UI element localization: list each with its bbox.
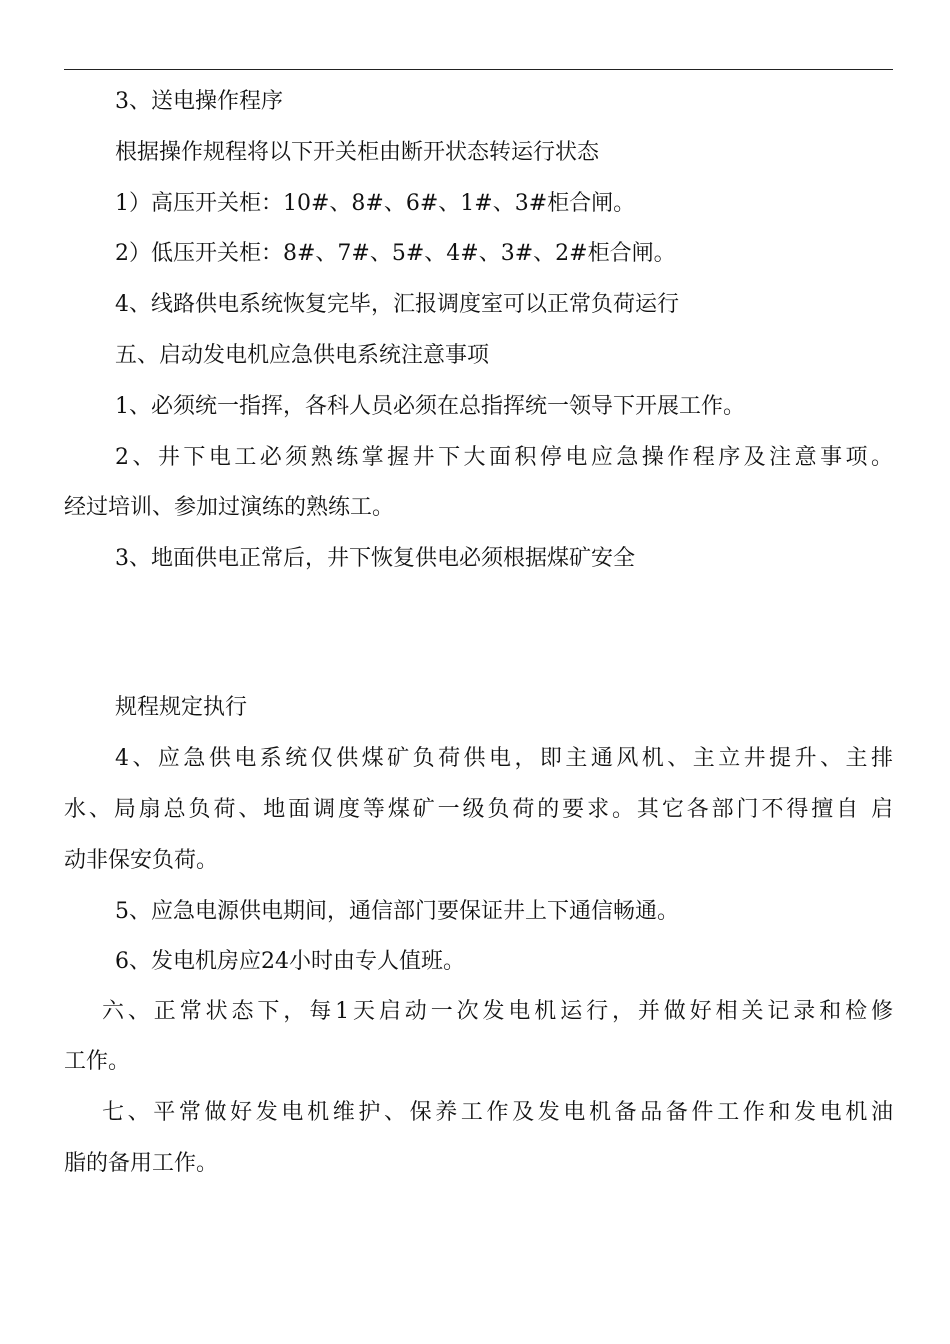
text-line: 水、局扇总负荷、地面调度等煤矿一级负荷的要求。其它各部门不得擅自 启 — [64, 797, 893, 822]
text-line: 3、送电操作程序 — [115, 89, 283, 114]
header-rule — [64, 69, 893, 70]
text-line: 6、发电机房应24小时由专人值班。 — [115, 949, 465, 974]
section-heading: 五、启动发电机应急供电系统注意事项 — [115, 343, 490, 368]
text-line: 根据操作规程将以下开关柜由断开状态转运行状态 — [115, 140, 600, 165]
text-line: 5、应急电源供电期间，通信部门要保证井上下通信畅通。 — [115, 899, 679, 924]
text-line: 工作。 — [64, 1049, 131, 1074]
text-line: 1、必须统一指挥，各科人员必须在总指挥统一领导下开展工作。 — [115, 394, 745, 419]
text-line: 4、应急供电系统仅供煤矿负荷供电，即主通风机、主立井提升、主排 — [115, 746, 893, 771]
text-line: 规程规定执行 — [115, 695, 248, 720]
text-line: 2、井下电工必须熟练掌握井下大面积停电应急操作程序及注意事项。 — [115, 445, 893, 470]
text-line: 2）低压开关柜：8#、7#、5#、4#、3#、2#柜合闸。 — [115, 241, 676, 266]
text-line: 1）高压开关柜：10#、8#、6#、1#、3#柜合闸。 — [115, 191, 636, 216]
text-line: 脂的备用工作。 — [64, 1151, 219, 1176]
section-heading: 七、平常做好发电机维护、保养工作及发电机备品备件工作和发电机油 — [102, 1100, 893, 1125]
section-heading: 六、正常状态下，每1天启动一次发电机运行，并做好相关记录和检修 — [102, 999, 893, 1024]
text-line: 4、线路供电系统恢复完毕，汇报调度室可以正常负荷运行 — [115, 292, 679, 317]
text-line: 经过培训、参加过演练的熟练工。 — [64, 495, 395, 520]
text-line: 动非保安负荷。 — [64, 848, 219, 873]
text-line: 3、地面供电正常后，井下恢复供电必须根据煤矿安全 — [115, 546, 635, 571]
